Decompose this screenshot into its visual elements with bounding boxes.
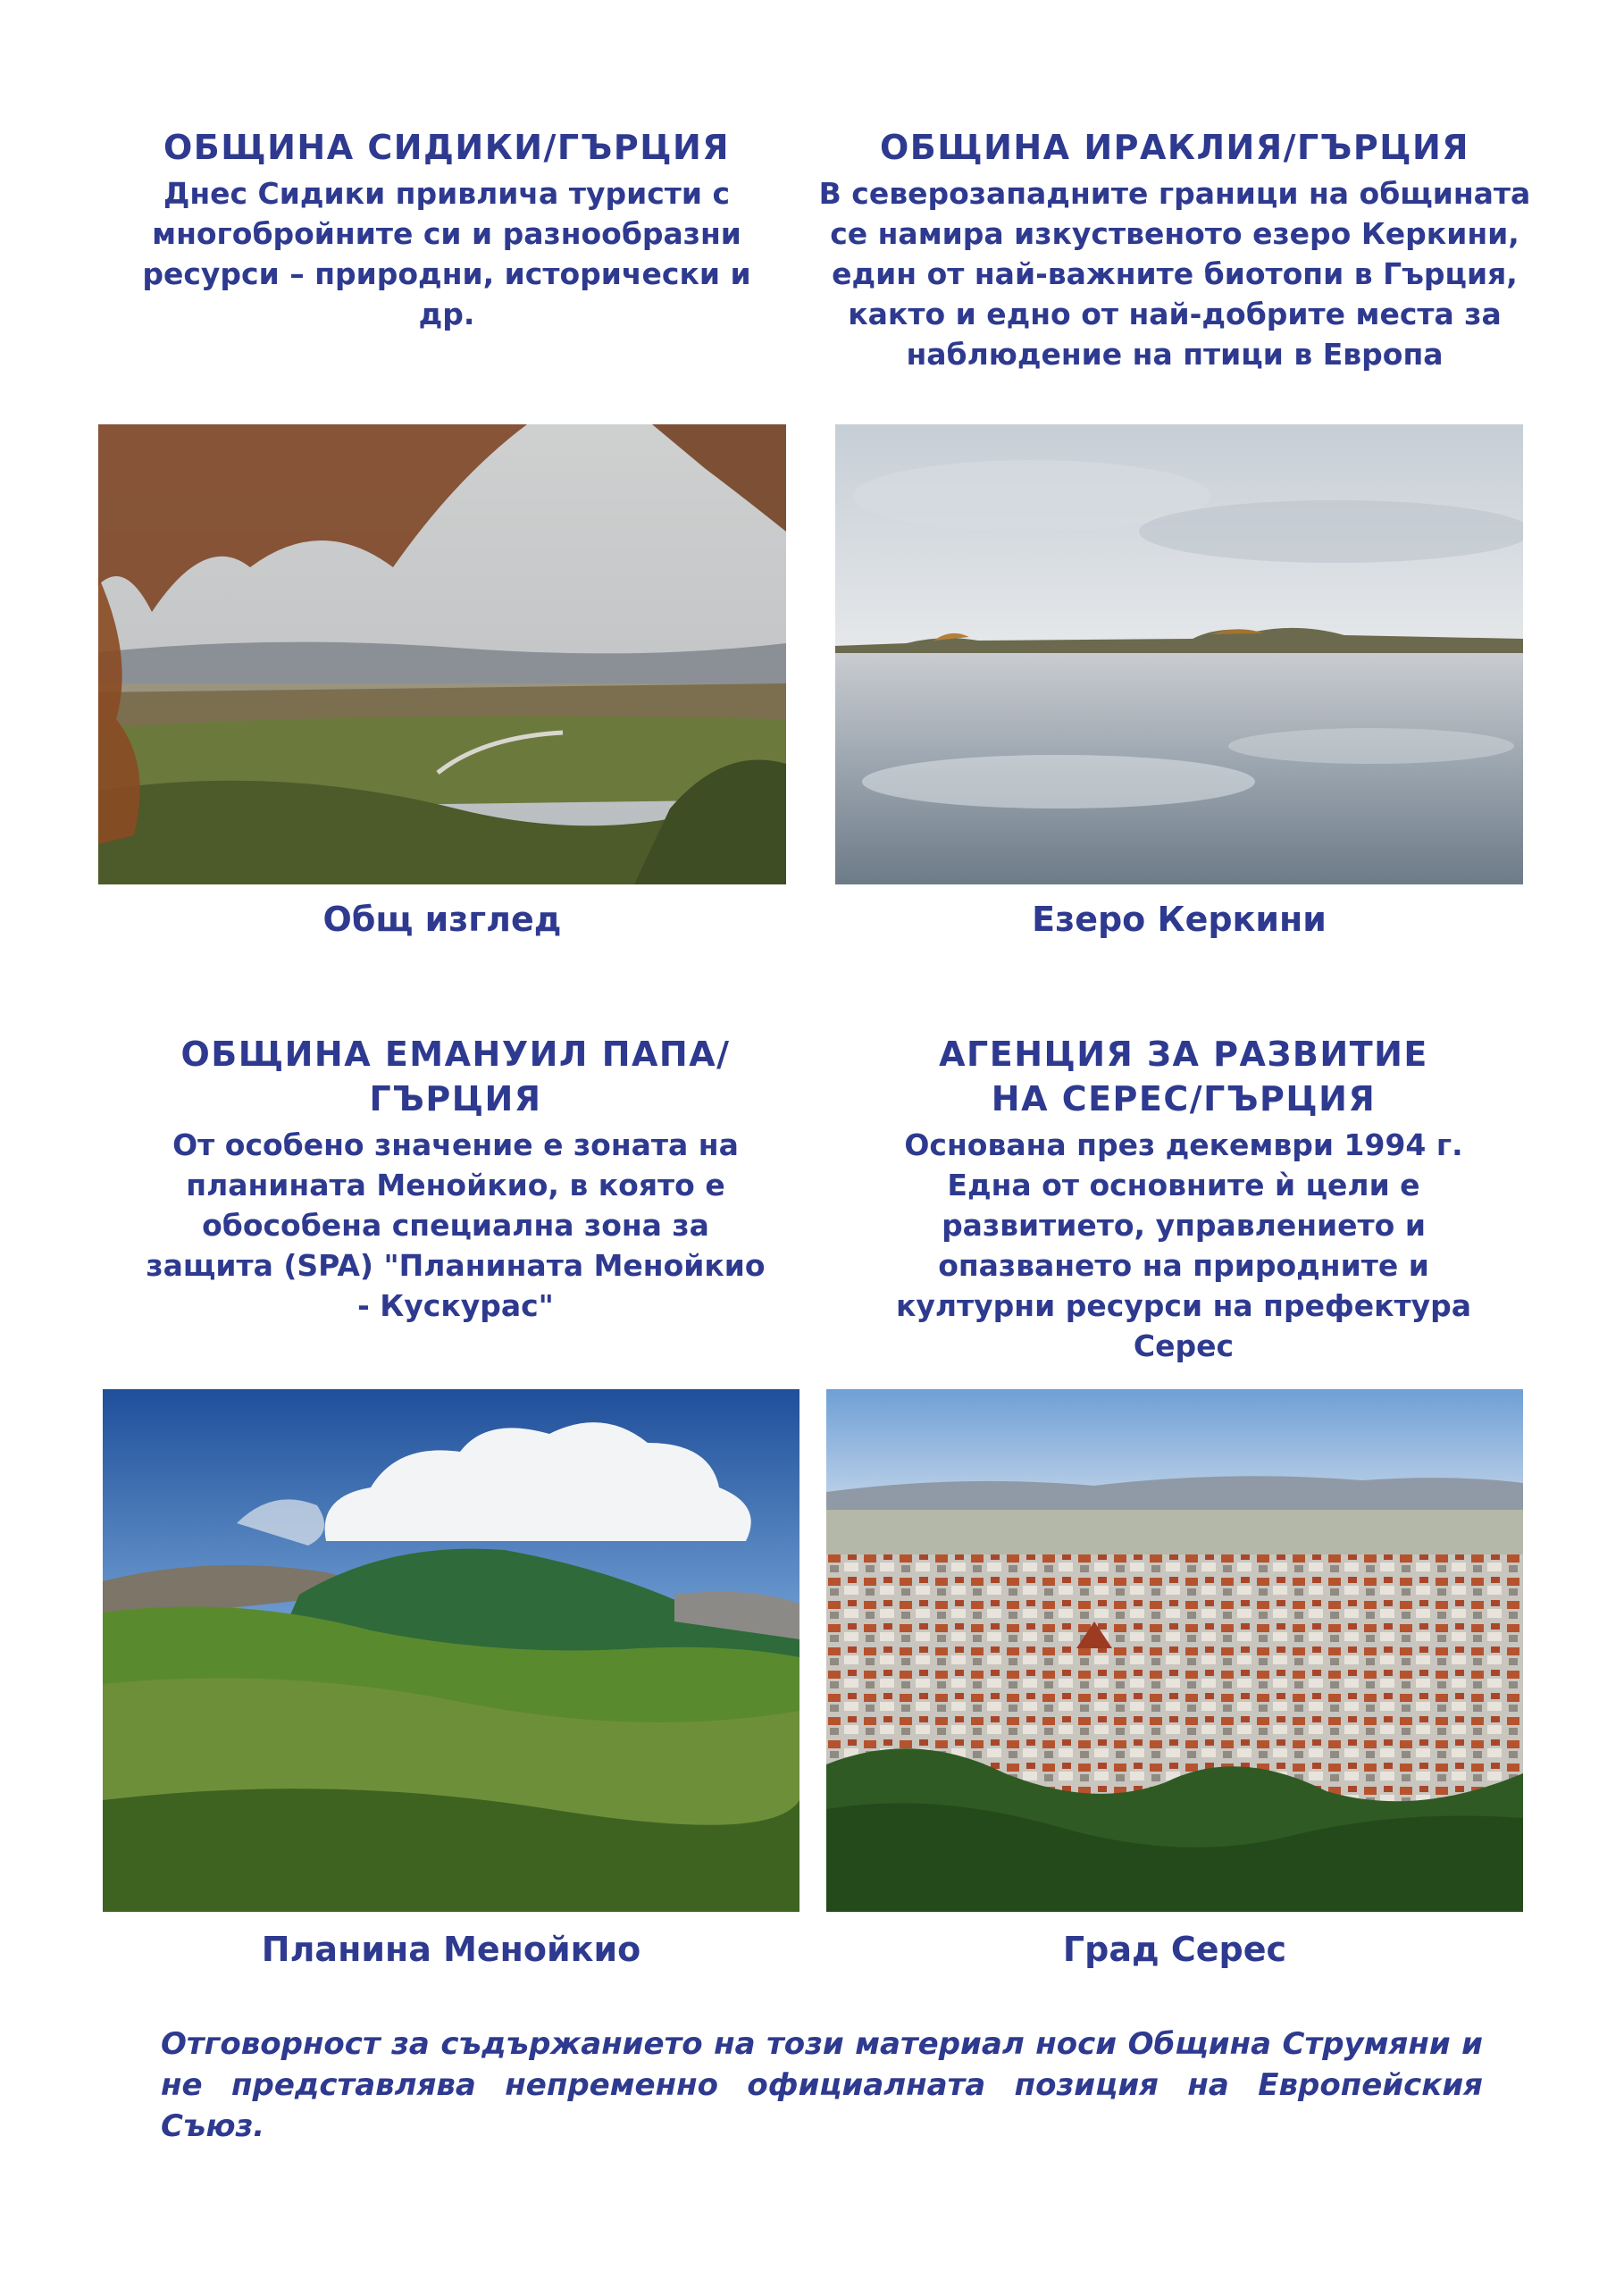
section-description: В северозападните граници на общината се намира изкуственото езеро Керкини, един от най-важните биотопи в Гърция, както и едно от най-добрите места за наблюдение на птици в Европа — [818, 176, 1531, 372]
section-emanuil-papa — [143, 1032, 768, 1326]
mountain-landscape-icon — [103, 1389, 799, 1912]
photo-lake — [835, 424, 1523, 884]
photo-caption: Езеро Керкини — [1032, 900, 1327, 939]
lake-landscape-icon — [835, 424, 1523, 884]
photo-caption: Град Серес — [1062, 1930, 1287, 1969]
photo-mountain — [103, 1389, 799, 1912]
section-description: От особено значение е зоната на планината Менойкио, в която е обособена специална зона за защита (SPA) "Планината Менойкио - Кускурас" — [146, 1127, 766, 1323]
photo-valley — [98, 424, 786, 884]
photo-caption: Планина Менойкио — [261, 1930, 641, 1969]
section-title: ОБЩИНА ЕМАНУИЛ ПАПА/ ГЪРЦИЯ — [180, 1035, 731, 1119]
section-title: АГЕНЦИЯ ЗА РАЗВИТИЕ НА СЕРЕС/ГЪРЦИЯ — [939, 1035, 1428, 1119]
valley-landscape-icon — [98, 424, 786, 884]
section-iraklia — [791, 125, 1559, 374]
photo-city — [826, 1389, 1523, 1912]
section-title: ОБЩИНА СИДИКИ/ГЪРЦИЯ — [163, 128, 731, 167]
photo-caption: Общ изглед — [322, 900, 562, 939]
city-landscape-icon — [826, 1389, 1523, 1912]
section-sidiki — [125, 125, 768, 334]
section-description: Днес Сидики привлича туристи с многобройните си и разнообразни ресурси – природни, исторически и др. — [142, 176, 751, 331]
section-serres-agency — [871, 1032, 1496, 1366]
section-description: Основана през декември 1994 г. Една от основните ѝ цели е развитието, управлението и опазването на природните и културни ресурси на префектура Серес — [895, 1127, 1472, 1363]
section-title: ОБЩИНА ИРАКЛИЯ/ГЪРЦИЯ — [879, 128, 1470, 167]
eu-disclaimer: Отговорност за съдържанието на този материал носи Община Струмяни и не представлява непременно официалната позиция на Европейския Съюз. — [161, 2026, 1483, 2144]
